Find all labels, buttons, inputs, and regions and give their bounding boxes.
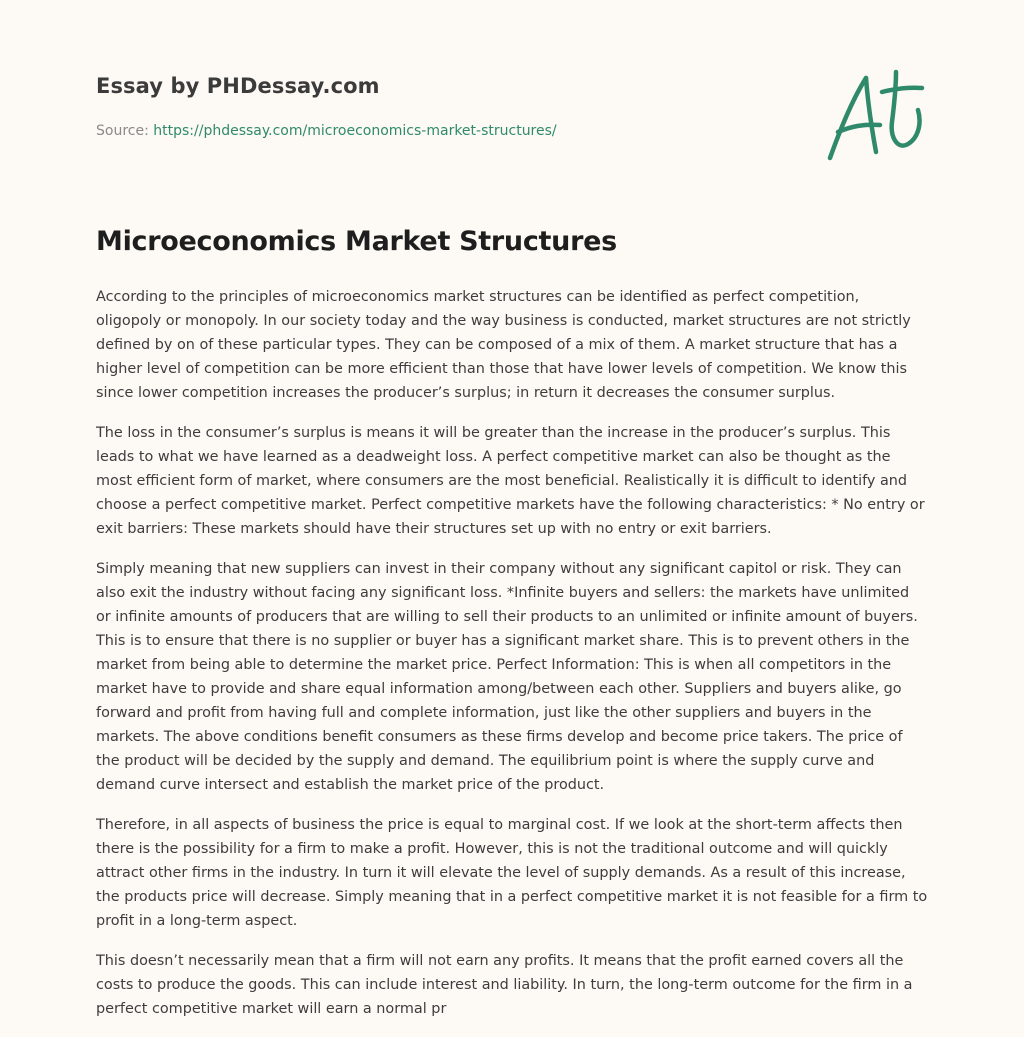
site-title: Essay by PHDessay.com [96, 74, 380, 98]
source-label: Source: [96, 123, 149, 139]
essay-paragraph: Therefore, in all aspects of business the price is equal to marginal cost. If we look at the short-term affects then there is the possibility for a firm to make a profit. However, this is not the traditional outcome and will quickly attract other firms in the industry. In turn it will elevate the level of supply demands. As a result of this increase, the products price will decrease. Simply meaning that in a perfect competitive market it is not feasible for a firm to profit in a long-term aspect. [96, 817, 928, 929]
source-link[interactable]: https://phdessay.com/microeconomics-market-structures/ [153, 123, 557, 139]
a-plus-logo-icon [822, 68, 928, 164]
essay-paragraph: Simply meaning that new suppliers can invest in their company without any significant capitol or risk. They can also exit the industry without facing any significant loss. *Infinite buyers and sellers: the markets have unlimited or infinite amounts of producers that are willing to sell their products to an unlimited or infinite amount of buyers. This is to ensure that there is no supplier or buyer has a significant market share. This is to prevent others in the market from being able to determine the market price. Perfect Information: This is when all competitors in the market have to provide and share equal information among/between each other. Suppliers and buyers alike, go forward and profit from having full and complete information, just like the other suppliers and buyers in the markets. The above conditions benefit consumers as these firms develop and become price takers. The price of the product will be decided by the supply and demand. The equilibrium point is where the supply curve and demand curve intersect and establish the market price of the product. [96, 561, 918, 793]
essay-title: Microeconomics Market Structures [96, 226, 617, 257]
source-line [96, 123, 557, 139]
essay-body [96, 285, 928, 1037]
essay-paragraph: According to the principles of microeconomics market structures can be identified as perfect competition, oligopoly or monopoly. In our society today and the way business is conducted, market structures are not strictly defined by on of these particular types. They can be composed of a mix of them. A market structure that has a higher level of competition can be more efficient than those that have lower levels of competition. We know this since lower competition increases the producer’s surplus; in return it decreases the consumer surplus. [96, 289, 911, 401]
essay-paragraph: This doesn’t necessarily mean that a firm will not earn any profits. It means that the profit earned covers all the costs to produce the goods. This can include interest and liability. In turn, the long-term outcome for the firm in a perfect competitive market will earn a normal pr [96, 953, 913, 1017]
essay-paragraph: The loss in the consumer’s surplus is means it will be greater than the increase in the producer’s surplus. This leads to what we have learned as a deadweight loss. A perfect competitive market can also be thought as the most efficient form of market, where consumers are the most beneficial. Realistically it is difficult to identify and choose a perfect competitive market. Perfect competitive markets have the following characteristics: * No entry or exit barriers: These markets should have their structures set up with no entry or exit barriers. [96, 425, 925, 537]
